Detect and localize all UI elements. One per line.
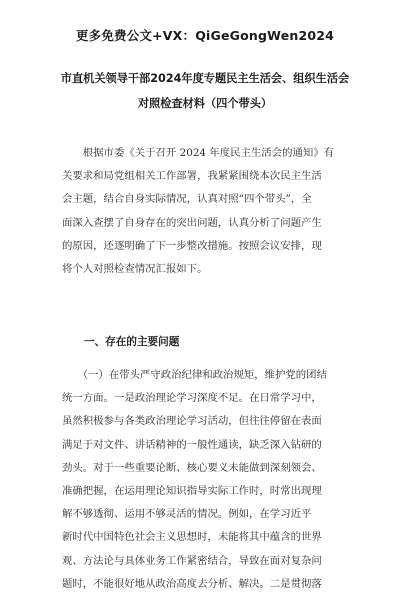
section-heading: 一、存在的主要问题 (84, 336, 180, 348)
paragraph-line: 虽然积极参与各类政治理论学习活动，但往往停留在表面 (62, 415, 322, 428)
paragraph-line: 根据市委《关于召开 2024 年度民主生活会的通知》有 (62, 147, 335, 159)
paragraph-line: 观、方法论与具体业务工作紧密结合，导致在面对复杂问 (62, 554, 322, 567)
body-paragraph (62, 364, 358, 596)
document-title-line: 对照检查材料（四个带头） (137, 97, 273, 110)
paragraph-line: 的原因，还逐明确了下一步整改措施。按照会议安排，现 (62, 239, 322, 252)
paragraph-line: 关要求和局党组相关工作部署，我紧紧围绕本次民主生活 (62, 170, 322, 183)
intro-paragraph (62, 142, 358, 281)
document-title (40, 66, 370, 116)
paragraph-line: 新时代中国特色社会主义思想时，未能将其中蕴含的世界 (62, 531, 322, 544)
paragraph-line: 统一方面。一是政治理论学习深度不足。在日常学习中， (62, 392, 322, 405)
document-title-line: 市直机关领导干部2024年度专题民主生活会、组织生活会 (60, 72, 350, 85)
paragraph-line: 题时，不能很好地从政治高度去分析、解决。二是贯彻落 (62, 577, 322, 590)
paragraph-line: 会主题，结合自身实际情况，认真对照“四个带头”，全 (62, 193, 312, 206)
header-banner: 更多免费公文+VX：QiGeGongWen2024 (75, 28, 335, 43)
paragraph-line: 满足于对文件、讲话精神的一般性通读，缺乏深入钻研的 (62, 438, 322, 451)
paragraph-line: 解不够透彻、运用不够灵活的情况。例如，在学习近平 (62, 508, 312, 521)
paragraph-line: 劲头。对于一些重要论断、核心要义未能做到深刻领会、 (62, 461, 322, 474)
paragraph-line: 将个人对照检查情况汇报如下。 (62, 262, 208, 275)
paragraph-line: 面深入查摆了自身存在的突出问题，认真分析了问题产生 (62, 216, 322, 229)
paragraph-line: （一）在带头严守政治纪律和政治规矩，维护党的团结 (62, 369, 327, 381)
paragraph-line: 准确把握，在运用理论知识指导实际工作时，时常出现理 (62, 484, 322, 497)
